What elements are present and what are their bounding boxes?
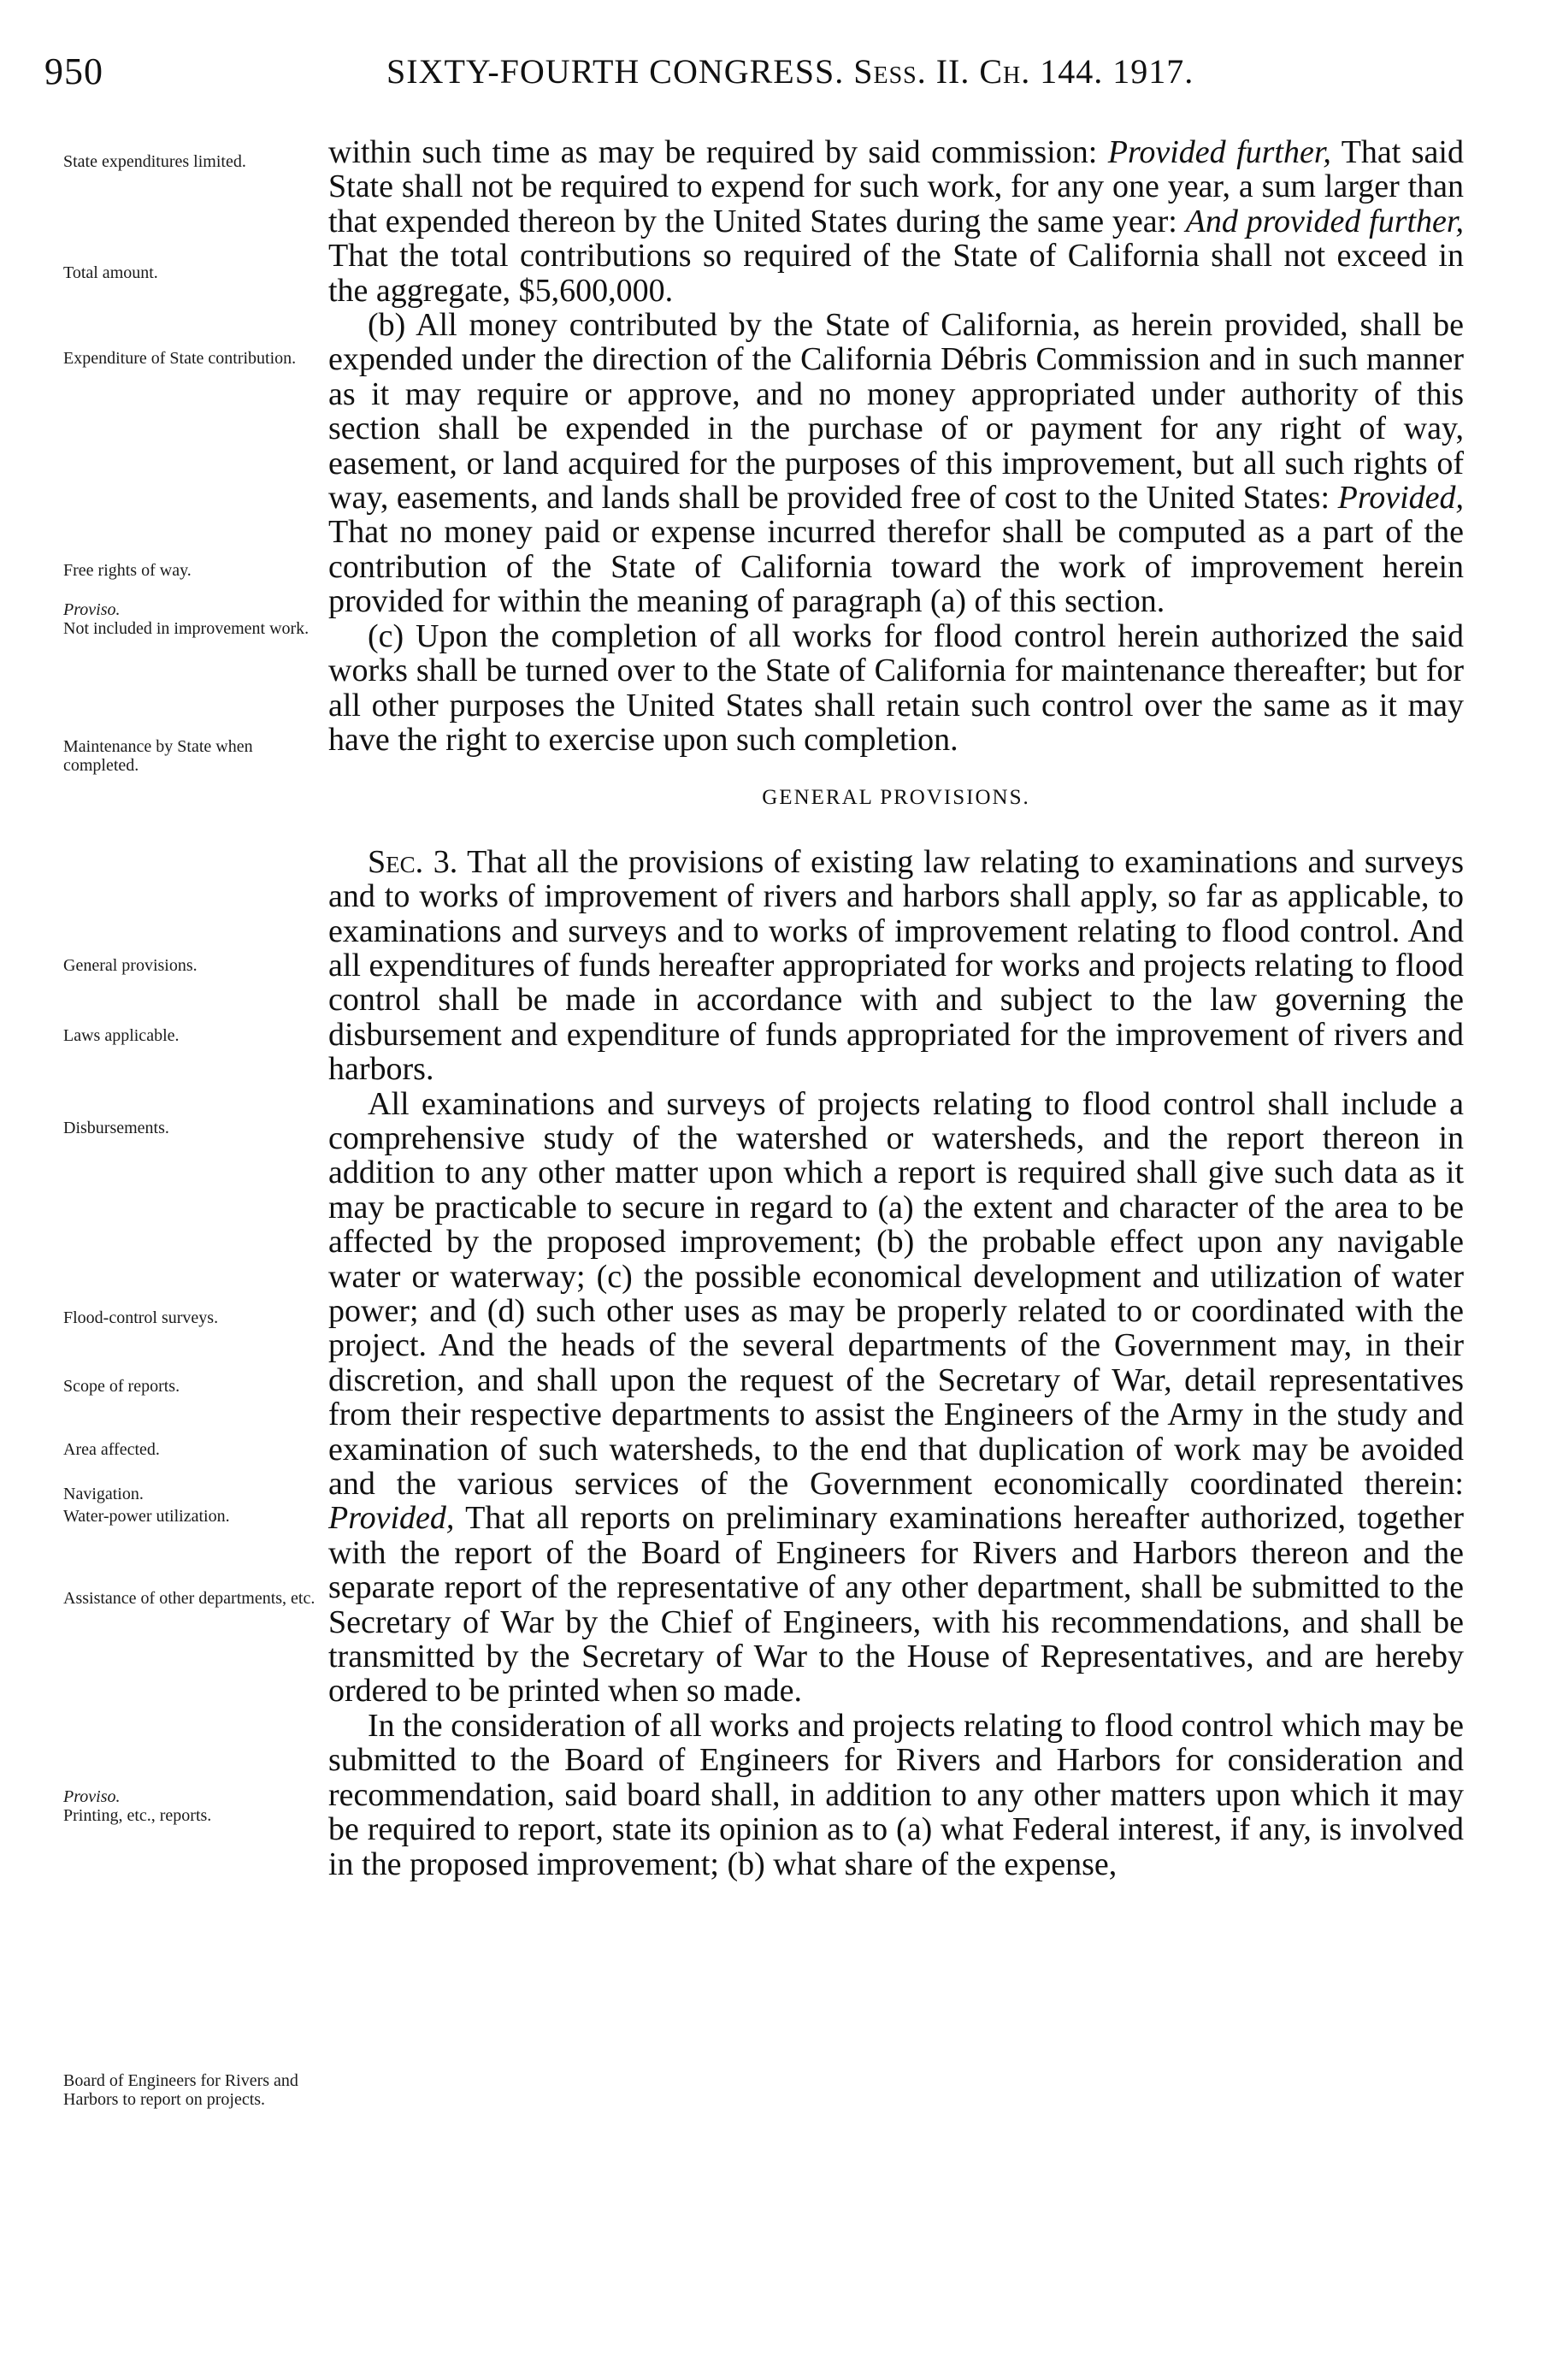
margin-note: Free rights of way. — [63, 561, 192, 580]
margin-note: Area affected. — [63, 1440, 160, 1459]
margin-note: Expenditure of State contribution. — [63, 349, 297, 368]
italic-text: Provided further, — [1107, 134, 1331, 170]
text-run: That said State shall not be required to expend for such work, for any one year, a sum larger than that expended thereon by the United States during the same year: — [328, 134, 1464, 239]
paragraph — [328, 845, 1464, 1087]
text-run: (b) All money contributed by the State of California, as herein provided, shall be expended under the direction of the California Débris Commission and in such manner as it may require or approve, and no money appropriated under authority of this section shall be expended in the purchase of or payment for any right of way, easement, or land acquired for the purposes of this improvement, but all such rights of way, easements, and lands shall be provided free of cost to the United States: — [328, 307, 1464, 517]
session-label: Sess. II. — [853, 52, 970, 91]
paragraph — [328, 1087, 1464, 1709]
text-run: That the total contributions so required of the State of California shall not exceed in the aggregate, $5,600,000. — [328, 238, 1464, 309]
section-heading: GENERAL PROVISIONS. — [762, 786, 1030, 810]
year-label: 1917. — [1112, 52, 1194, 91]
margin-note: Laws applicable. — [63, 1026, 180, 1045]
italic-text: Provided, — [1337, 480, 1465, 517]
margin-note: Scope of reports. — [63, 1377, 180, 1396]
margin-note: Total amount. — [63, 263, 158, 282]
margin-note: Maintenance by State when completed. — [63, 737, 253, 775]
page-number: 950 — [44, 50, 103, 92]
paragraph: In the consideration of all works and projects relating to flood control which may be submitted to the Board of Engineers for Rivers and Harbors for consideration and recommendation, said board shall, in addition to any other matters upon which it may be required to report, state its opinion as to (a) what Federal interest, if any, is involved in the proposed improvement; (b) what share of the expense, — [328, 1707, 1464, 1882]
running-title — [386, 51, 1194, 92]
paragraph: (c) Upon the completion of all works for flood control herein authorized the said works shall be turned over to the State of California for maintenance thereafter; but for all other purposes the United States shall retain such control over the same as it may have the right to exercise upon such completion. — [328, 617, 1464, 758]
proviso-label: Proviso. — [63, 600, 121, 619]
margin-note: Not included in improvement work. — [63, 619, 310, 638]
section-number: Sec. 3. — [368, 843, 458, 880]
italic-text: And provided further, — [1185, 203, 1464, 239]
paragraph — [328, 135, 1464, 308]
margin-note: Board of Engineers for Rivers and Harbors to report on projects. — [63, 2071, 298, 2109]
margin-note-group — [63, 1787, 320, 1825]
page-header — [44, 50, 1464, 101]
text-run: That all the provisions of existing law relating to examinations and surveys and to works of improvement of rivers and harbors shall apply, so far as applicable, to examinations and surveys and to works of improvement relating to flood control. And all expenditures of funds hereafter appropriated for works and projects relating to flood control shall be made in accordance with and subject to the law governing the disbursement and expenditure of funds appropriated for the improvement of rivers and harbors. — [328, 843, 1464, 1088]
text-run: That no money paid or expense incurred therefor shall be computed as a part of the contribution of the State of California toward the work of improvement herein provided for within the meaning of paragraph (a) of this section. — [328, 514, 1464, 620]
text-run: within such time as may be required by said commission: — [328, 134, 1098, 170]
paragraph — [328, 308, 1464, 619]
margin-note: State expenditures limited. — [63, 152, 246, 171]
margin-note: Assistance of other departments, etc. — [63, 1589, 316, 1608]
body-text — [328, 135, 1464, 1881]
text-run: All examinations and surveys of projects relating to flood control shall include a comprehensive study of the watershed or watersheds, and the report thereon in addition to any other matter upon which a report is required shall give such data as it may be practicable to secure in regard to (a) the extent and character of the area to be affected by the proposed improvement; (b) the probable effect upon any navigable water or waterway; (c) the possible economical development and utilization of water power; and (d) such other uses as may be properly related to or coordinated with the project. And the heads of the several departments of the Government may, in their discretion, and shall upon the request of the Secretary of War, detail representatives from their respective departments to assist the Engineers of the Army in the study and examination of such watersheds, to the end that duplication of work may be avoided and the various services of the Government economically coordinated therein: — [328, 1085, 1464, 1503]
congress-title: SIXTY-FOURTH CONGRESS. — [386, 52, 845, 91]
margin-note: Water-power utilization. — [63, 1507, 230, 1526]
text-run: That all reports on preliminary examinations hereafter authorized, together with the report of the Board of Engineers for Rivers and Harbors thereon and the separate report of the representative of any other department, shall be submitted to the Secretary of War by the Chief of Engineers, with his recommendations, and shall be transmitted by the Secretary of War to the House of Representatives, and are hereby ordered to be printed when so made. — [328, 1500, 1464, 1710]
chapter-label: Ch. 144. — [979, 52, 1104, 91]
margin-note: Navigation. — [63, 1485, 144, 1503]
margin-note-group — [63, 600, 320, 638]
margin-note: General provisions. — [63, 956, 198, 975]
proviso-label: Proviso. — [63, 1787, 121, 1806]
margin-note: Flood-control surveys. — [63, 1308, 219, 1327]
margin-note: Printing, etc., reports. — [63, 1806, 212, 1825]
italic-text: Provided, — [328, 1500, 455, 1537]
margin-note: Disbursements. — [63, 1119, 169, 1137]
